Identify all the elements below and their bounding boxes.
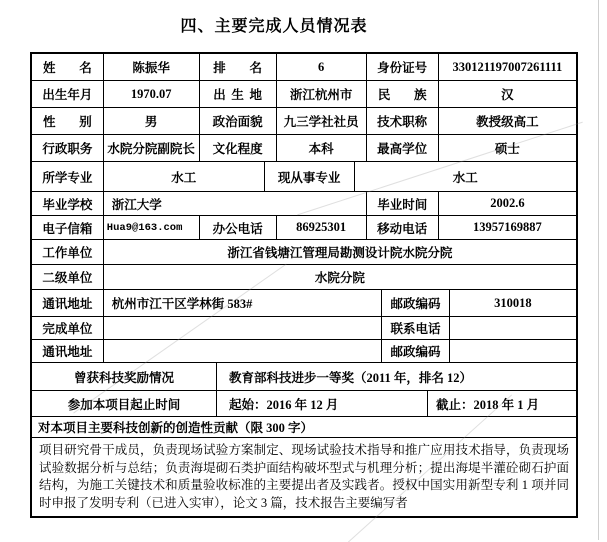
id-number-label: 身份证号	[367, 54, 439, 80]
office-phone-value: 86925301	[277, 216, 367, 239]
graduate-school-label: 毕业学校	[32, 192, 104, 215]
rank-label-cell	[200, 54, 277, 80]
email-label: 电子信箱	[32, 216, 104, 239]
table-row-contribution-header	[32, 417, 576, 438]
table-row-work-unit	[32, 240, 576, 265]
contact-phone-label: 联系电话	[382, 317, 449, 339]
office-phone-label: 办公电话	[200, 216, 277, 239]
gender-label: 性别	[43, 115, 92, 129]
ethnicity-label: 民族	[377, 88, 427, 102]
admin-position-label: 行政职务	[32, 135, 104, 161]
work-unit-label: 工作单位	[32, 240, 104, 264]
graduate-school-value: 浙江大学	[104, 192, 367, 215]
name-label-cell	[32, 54, 104, 80]
table-row-school	[32, 192, 576, 216]
secondary-unit-value: 水院分院	[314, 271, 365, 285]
table-row-position	[32, 135, 576, 162]
awards-label: 曾获科技奖励情况	[32, 363, 217, 390]
table-row-secondary-unit	[32, 265, 576, 290]
ethnicity-label-cell	[367, 81, 439, 107]
graduation-time-value: 2002.6	[490, 196, 525, 210]
page-edge-line	[598, 0, 599, 540]
table-row-birth	[32, 81, 576, 108]
project-period-end: 截止：2018 年 1 月	[436, 397, 540, 412]
graduation-time-label: 毕业时间	[367, 192, 439, 215]
education-level-value: 本科	[277, 135, 367, 161]
secondary-unit-label: 二级单位	[32, 265, 104, 289]
birth-date-label: 出生年月	[32, 81, 104, 107]
contribution-header: 对本项目主要科技创新的创造性贡献（限 300 字）	[38, 421, 314, 435]
name-value: 陈振华	[104, 54, 200, 80]
birth-place-label: 出生地	[213, 88, 263, 102]
completion-unit-value	[104, 317, 383, 339]
highest-degree-value: 硕士	[494, 142, 520, 156]
mobile-phone-label: 移动电话	[367, 216, 439, 239]
birth-date-value: 1970.07	[104, 81, 200, 107]
birth-place-value: 浙江杭州市	[277, 81, 367, 107]
mailing-address-value: 杭州市江干区学林街 583#	[104, 290, 383, 316]
current-major-label: 现从事专业	[265, 162, 355, 191]
table-row-major	[32, 162, 576, 192]
contact-phone-value	[450, 317, 576, 339]
major-studied-value: 水工	[104, 162, 265, 191]
political-status-value: 九三学社社员	[277, 108, 367, 134]
table-row-address	[32, 290, 576, 317]
mailing-address-label: 通讯地址	[32, 290, 104, 316]
table-row-contribution-text	[32, 438, 576, 516]
postal-code-label: 邮政编码	[382, 290, 449, 316]
postal-code2-label: 邮政编码	[382, 340, 449, 362]
ethnicity-value: 汉	[501, 88, 514, 102]
postal-code-value: 310018	[494, 295, 532, 310]
birth-place-label-cell	[200, 81, 277, 107]
work-unit-value: 浙江省钱塘江管理局勘测设计院水院分院	[227, 246, 453, 260]
mailing-address2-label: 通讯地址	[32, 340, 104, 362]
project-period-start: 起始：2016 年 12 月	[217, 391, 428, 416]
gender-label-cell	[32, 108, 104, 134]
email-value: Hua9@163.com	[104, 216, 200, 239]
rank-value: 6	[277, 54, 367, 80]
table-row-gender	[32, 108, 576, 135]
mobile-phone-value: 13957169887	[473, 220, 542, 234]
rank-label: 排名	[213, 61, 263, 75]
mailing-address2-value	[104, 340, 383, 362]
postal-code2-value	[450, 340, 576, 362]
education-level-label: 文化程度	[200, 135, 277, 161]
contribution-text: 项目研究骨干成员，负责现场试验方案制定、现场试验技术指导和推广应用技术指导，负责现场试验数据分析与总结；负责海堤砌石类护面结构破坏型式与机理分析；提出海堤半灌砼砌石护面结构，为施工关键技术和质量验收标准的主要提出者及实践者。授权中国实用新型专利 1 项并同时申报了发明专利（已进入实审），论文 3 篇，技术报告主要编写者	[39, 443, 569, 510]
major-studied-label: 所学专业	[32, 162, 104, 191]
table-row-completion-unit	[32, 317, 576, 340]
page-title: 四、主要完成人员情况表	[180, 18, 368, 35]
table-row-contact	[32, 216, 576, 240]
completion-unit-label: 完成单位	[32, 317, 104, 339]
awards-value: 教育部科技进步一等奖（2011 年，排名 12）	[228, 370, 473, 385]
id-number-value: 330121197007261111	[452, 59, 563, 74]
project-period-label: 参加本项目起止时间	[32, 391, 217, 416]
technical-title-label: 技术职称	[367, 108, 439, 134]
name-label: 姓名	[43, 61, 92, 75]
table-row-project-period	[32, 391, 576, 417]
technical-title-value: 教授级高工	[476, 115, 539, 129]
table-row-name	[32, 54, 576, 81]
personnel-form-table	[30, 52, 578, 518]
admin-position-value: 水院分院副院长	[104, 135, 200, 161]
table-row-awards	[32, 363, 576, 391]
table-row-address2	[32, 340, 576, 363]
political-status-label: 政治面貌	[200, 108, 277, 134]
highest-degree-label: 最高学位	[367, 135, 439, 161]
current-major-value: 水工	[452, 170, 478, 185]
gender-value: 男	[104, 108, 200, 134]
